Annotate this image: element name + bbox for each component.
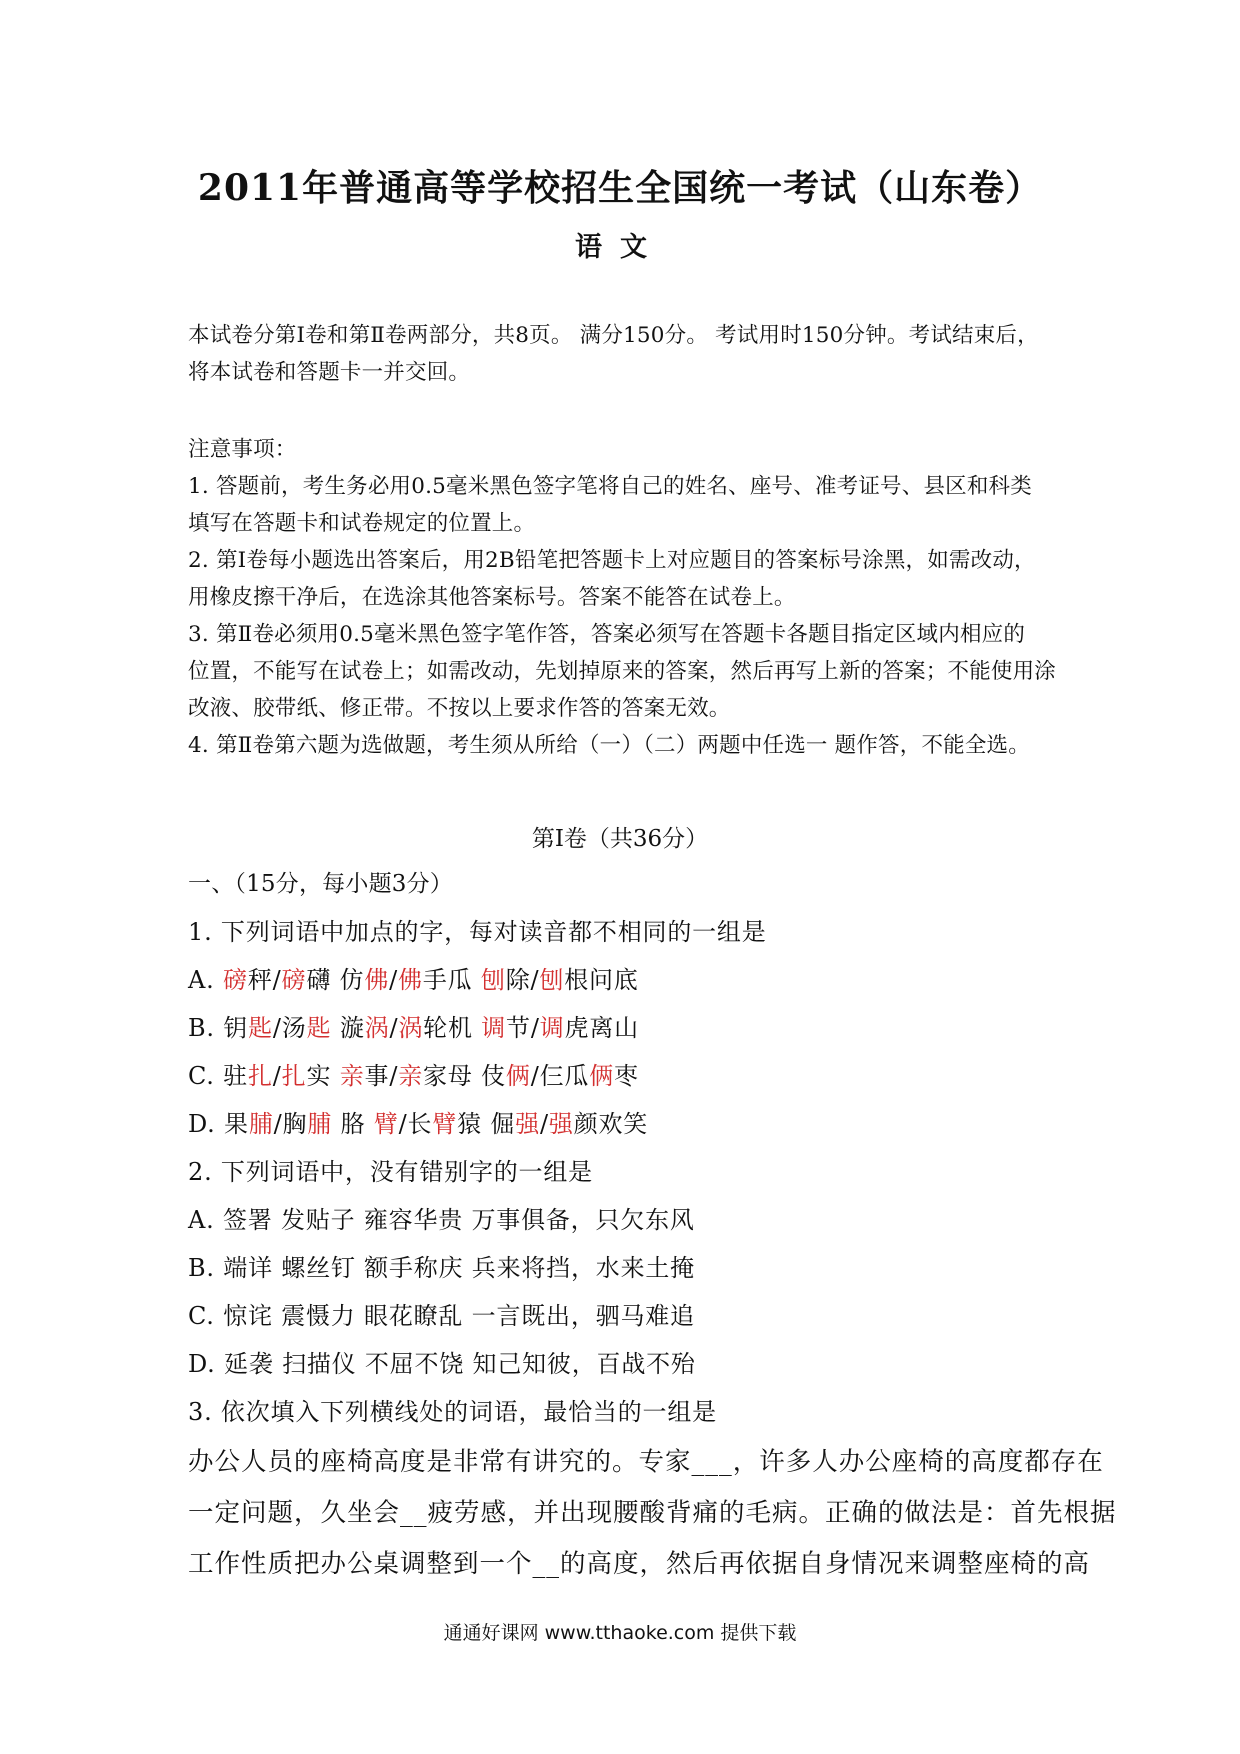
highlighted-char: 佛 — [364, 966, 390, 994]
highlighted-char: 俩 — [589, 1062, 614, 1090]
option-text: 猿 倔 — [457, 1110, 516, 1138]
question-2-option-c: C. 惊诧 震慑力 眼花瞭乱 一言既出，驷马难追 — [188, 1302, 695, 1330]
notes-line: 位置，不能写在试卷上；如需改动，先划掉原来的答案，然后再写上新的答案；不能使用涂 — [188, 659, 1057, 684]
question-1-option-c — [188, 1056, 639, 1091]
highlighted-char: 扎 — [281, 1062, 307, 1090]
highlighted-char: 匙 — [248, 1014, 273, 1042]
highlighted-char: 强 — [548, 1110, 574, 1138]
question-3-stem: 3. 依次填入下列横线处的词语，最恰当的一组是 — [188, 1398, 717, 1426]
option-text: /长 — [398, 1110, 433, 1138]
question-1-option-b — [188, 1008, 639, 1043]
highlighted-char: 俩 — [505, 1062, 531, 1090]
highlighted-char: 佛 — [398, 966, 423, 994]
option-text: 胳 — [332, 1110, 374, 1138]
option-text: 事/ — [364, 1062, 399, 1090]
question-3-passage-line: 工作性质把办公桌调整到一个__的高度，然后再依据自身情况来调整座椅的高 — [188, 1549, 1091, 1579]
question-1-option-d — [188, 1104, 648, 1139]
option-text: 除/ — [505, 966, 540, 994]
highlighted-char: 涡 — [398, 1014, 424, 1042]
option-text: 枣 — [614, 1062, 639, 1090]
highlighted-char: 亲 — [398, 1062, 424, 1090]
notes-line: 3. 第Ⅱ卷必须用0.5毫米黑色签字笔作答，答案必须写在答题卡各题目指定区域内相应的 — [188, 622, 1026, 647]
option-text: 颜欢笑 — [573, 1110, 649, 1138]
question-1-stem: 1. 下列词语中加点的字，每对读音都不相同的一组是 — [188, 918, 767, 946]
question-2-option-b: B. 端详 螺丝钉 额手称庆 兵来将挡，水来土掩 — [188, 1254, 695, 1282]
intro-line-2: 将本试卷和答题卡一并交回。 — [188, 360, 471, 385]
option-text: 根问底 — [564, 966, 639, 994]
option-text: /胸 — [273, 1110, 308, 1138]
option-text: 虎离山 — [564, 1014, 639, 1042]
notes-line: 4. 第Ⅱ卷第六题为选做题，考生须从所给（一）（二）两题中任选一 题作答，不能全选。 — [188, 733, 1030, 758]
option-text: / — [540, 1110, 549, 1138]
exam-subject: 语文 — [575, 232, 665, 263]
option-text: B. 钥 — [188, 1014, 249, 1042]
option-text: 家母 伎 — [423, 1062, 506, 1090]
question-3-passage-line: 一定问题，久坐会__疲劳感，并出现腰酸背痛的毛病。正确的做法是：首先根据 — [188, 1498, 1117, 1528]
highlighted-char: 扎 — [247, 1062, 273, 1090]
highlighted-char: 强 — [515, 1110, 540, 1138]
option-text: /汤 — [272, 1014, 307, 1042]
part1-title: 第Ⅰ卷（共36分） — [531, 826, 709, 852]
option-text: A. — [188, 966, 223, 994]
option-text: 节/ — [506, 1014, 540, 1042]
option-text: D. 果 — [188, 1110, 249, 1138]
exam-title: 2011年普通高等学校招生全国统一考试（山东卷） — [197, 167, 1043, 209]
intro-line-1: 本试卷分第Ⅰ卷和第Ⅱ卷两部分，共8页。 满分150分。 考试用时150分钟。考试结束后， — [188, 323, 1039, 348]
option-text: 漩 — [331, 1014, 365, 1042]
question-2-option-a: A. 签署 发贴子 雍容华贵 万事俱备，只欠东风 — [188, 1206, 695, 1234]
notes-line: 填写在答题卡和试卷规定的位置上。 — [188, 511, 536, 536]
highlighted-char: 脯 — [248, 1110, 274, 1138]
option-text: 礴 仿 — [306, 966, 365, 994]
option-text: / — [272, 1062, 282, 1090]
question-2-stem: 2. 下列词语中，没有错别字的一组是 — [188, 1158, 593, 1186]
highlighted-char: 亲 — [339, 1062, 365, 1090]
page-footer: 通通好课网 www.tthaoke.com 提供下载 — [443, 1622, 797, 1644]
highlighted-char: 匙 — [306, 1014, 332, 1042]
highlighted-char: 磅 — [281, 966, 307, 994]
highlighted-char: 脯 — [307, 1110, 333, 1138]
section-heading: 一、（15分，每小题3分） — [188, 871, 453, 897]
highlighted-char: 刨 — [539, 966, 565, 994]
option-text: 秤/ — [247, 966, 282, 994]
highlighted-char: 调 — [539, 1014, 565, 1042]
option-text: / — [389, 966, 399, 994]
notes-heading: 注意事项： — [188, 437, 297, 462]
option-text: 实 — [306, 1062, 340, 1090]
question-1-option-a — [188, 960, 639, 995]
highlighted-char: 臂 — [373, 1110, 399, 1138]
question-2-option-d: D. 延袭 扫描仪 不屈不饶 知己知彼，百战不殆 — [188, 1350, 696, 1378]
highlighted-char: 调 — [481, 1014, 507, 1042]
highlighted-char: 刨 — [480, 966, 506, 994]
question-3-passage-line: 办公人员的座椅高度是非常有讲究的。专家___，许多人办公座椅的高度都存在 — [188, 1447, 1104, 1477]
option-text: C. 驻 — [188, 1062, 248, 1090]
option-text: 轮机 — [423, 1014, 482, 1042]
highlighted-char: 涡 — [364, 1014, 390, 1042]
option-text: /仨瓜 — [530, 1062, 590, 1090]
option-text: / — [389, 1014, 399, 1042]
option-text: 手瓜 — [422, 966, 481, 994]
highlighted-char: 臂 — [432, 1110, 458, 1138]
notes-line: 用橡皮擦干净后，在选涂其他答案标号。答案不能答在试卷上。 — [188, 585, 796, 610]
notes-line: 1. 答题前，考生务必用0.5毫米黑色签字笔将自己的姓名、座号、准考证号、县区和科类 — [188, 474, 1032, 499]
notes-line: 2. 第Ⅰ卷每小题选出答案后，用2B铅笔把答题卡上对应题目的答案标号涂黑，如需改动， — [188, 548, 1036, 573]
notes-line: 改液、胶带纸、修正带。不按以上要求作答的答案无效。 — [188, 696, 731, 721]
highlighted-char: 磅 — [223, 966, 248, 994]
